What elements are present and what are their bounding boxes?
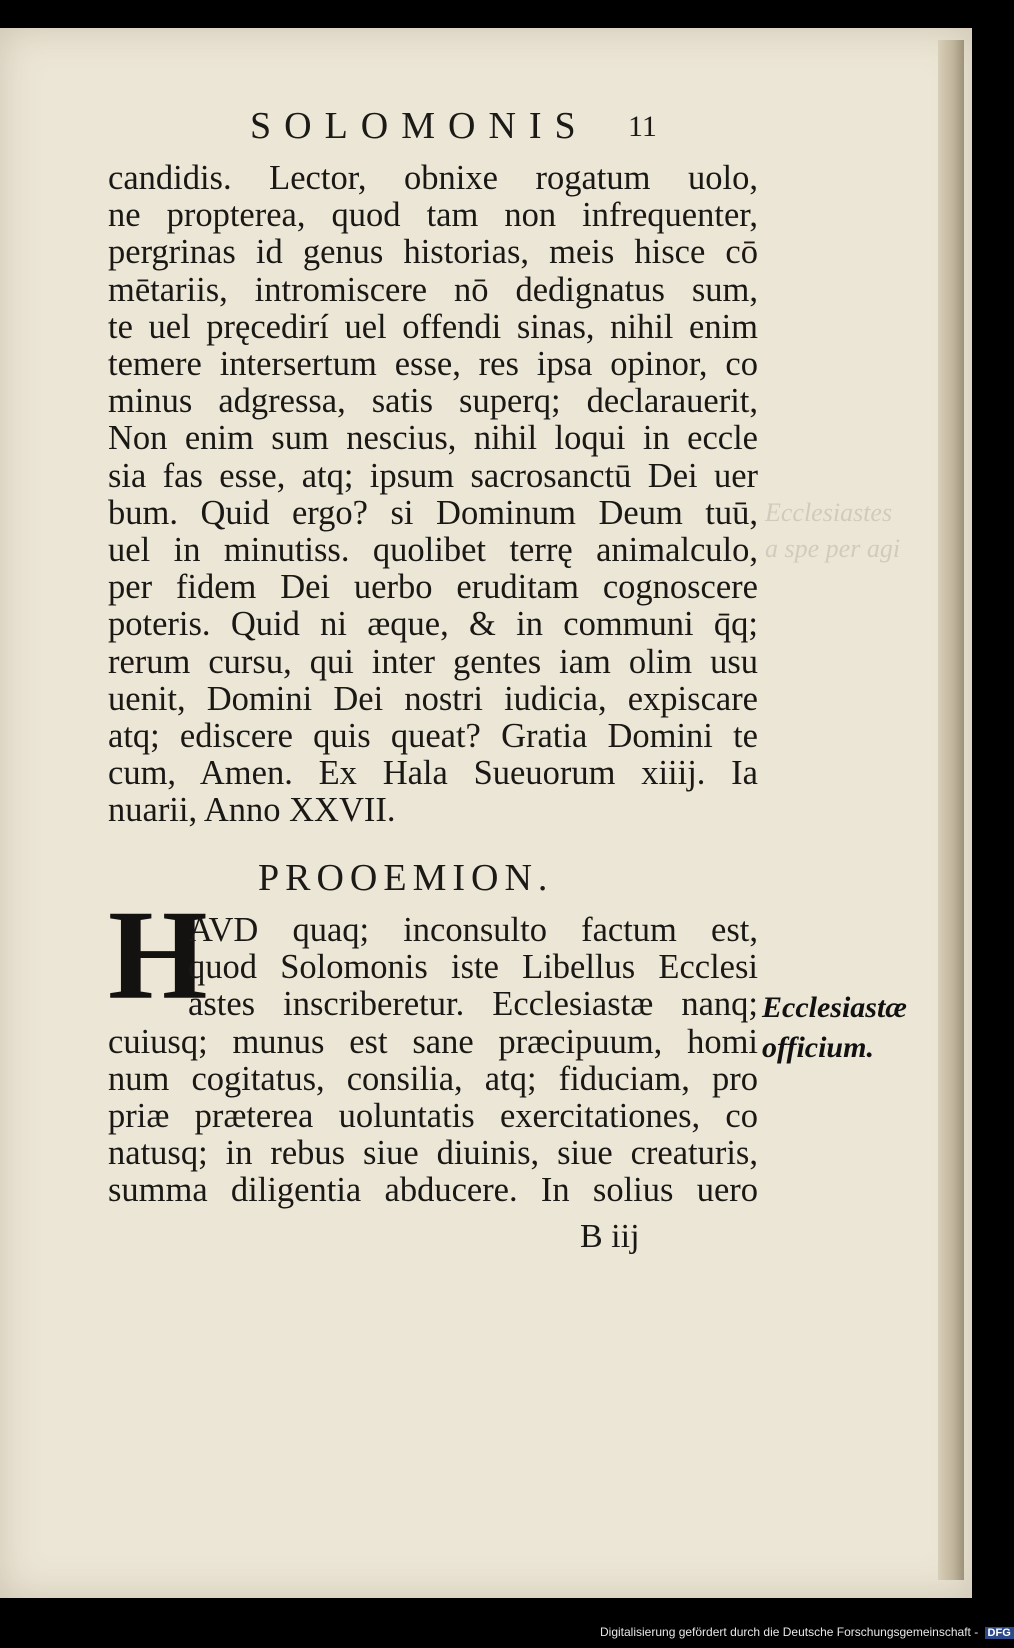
text-line: per fidem Dei uerbo eruditam cognoscere: [108, 568, 758, 607]
text-line: candidis. Lector, obnixe rogatum uolo,: [108, 159, 758, 197]
text-line: num cogitatus, consilia, atq; fiduciam, pro: [108, 1059, 758, 1098]
signature-mark: B iij: [580, 1218, 640, 1255]
marginal-note-line: Ecclesiastæ: [762, 991, 907, 1024]
text-line: uel in minutiss. quolibet terrę animalculo,: [108, 531, 758, 570]
marginal-note-line: officium.: [762, 1031, 874, 1064]
text-line: bum. Quid ergo? si Dominum Deum tuū,: [108, 493, 758, 532]
digitization-credit: [600, 1625, 1011, 1645]
page-edge: [938, 40, 964, 1580]
text-line: astes inscriberetur. Ecclesiastæ nanq;: [188, 985, 758, 1024]
text-line: ne propterea, quod tam non infrequenter,: [108, 196, 758, 235]
marginal-note: [762, 988, 922, 1068]
text-line: uenit, Domini Dei nostri iudicia, expiscare: [108, 679, 758, 718]
text-line: te uel pręcedirí uel offendi sinas, nihil enim: [108, 307, 758, 346]
bleed-through-text: [765, 495, 935, 575]
running-head: SOLOMONIS: [250, 105, 589, 147]
text-line: nuarii, Anno XXVII.: [108, 791, 396, 830]
folio-number: 11: [628, 110, 657, 143]
section-heading: PROOEMION.: [258, 857, 554, 899]
bleed-line: Ecclesiastes: [765, 498, 893, 527]
text-line: cuiusq; munus est sane præcipuum, homi: [108, 1022, 758, 1061]
text-line: atq; ediscere quis queat? Gratia Domini te: [108, 717, 758, 756]
text-line: AVD quaq; inconsulto factum est,: [188, 911, 758, 949]
text-line: minus adgressa, satis superq; declarauerit,: [108, 382, 758, 421]
text-line: natusq; in rebus siue diuinis, siue creaturis,: [108, 1134, 758, 1173]
text-line: quod Solomonis iste Libellus Ecclesi: [188, 948, 758, 987]
text-line: mētariis, intromiscere nō dedignatus sum,: [108, 270, 758, 309]
text-line: Non enim sum nescius, nihil loqui in eccle: [108, 419, 758, 458]
dfg-logo: DFG: [985, 1627, 1014, 1639]
text-line: cum, Amen. Ex Hala Sueuorum xiiij. Ia: [108, 754, 758, 793]
preface-text: [108, 160, 758, 830]
text-line: rerum cursu, qui inter gentes iam olim usu: [108, 642, 758, 681]
text-line: priæ præterea uoluntatis exercitationes, co: [108, 1097, 758, 1136]
text-line: summa diligentia abducere. In solius uero: [108, 1171, 758, 1210]
bleed-line: a spe per agi: [765, 534, 901, 563]
drop-cap: H: [108, 884, 208, 1026]
text-line: sia fas esse, atq; ipsum sacrosanctū Dei uer: [108, 456, 758, 495]
text-line: pergrinas id genus historias, meis hisce cō: [108, 233, 758, 272]
proem-text: [108, 912, 758, 1210]
text-line: temere intersertum esse, res ipsa opinor, co: [108, 345, 758, 384]
credit-text: Digitalisierung gefördert durch die Deutsche Forschungsgemeinschaft -: [600, 1625, 979, 1639]
text-line: poteris. Quid ni æque, & in communi q̄q;: [108, 605, 758, 644]
